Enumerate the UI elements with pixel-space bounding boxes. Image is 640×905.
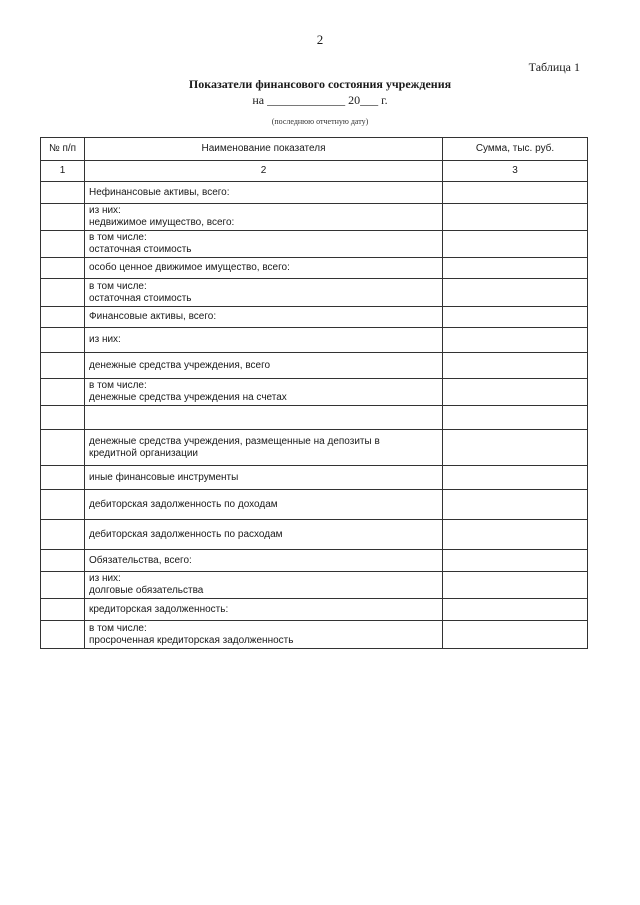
row-indicator-name-cell bbox=[85, 231, 443, 258]
row-indicator-name-cell bbox=[85, 490, 443, 520]
indicator-name-line: в том числе: bbox=[89, 280, 147, 292]
row-amount-cell bbox=[443, 258, 588, 279]
row-amount-cell bbox=[443, 430, 588, 466]
row-number-cell bbox=[41, 353, 85, 379]
indicator-name-line: денежные средства учреждения, размещенные на депозиты в bbox=[89, 435, 380, 447]
row-number-cell bbox=[41, 204, 85, 231]
row-number-cell bbox=[41, 466, 85, 490]
row-number-cell bbox=[41, 307, 85, 328]
row-indicator-name-cell bbox=[85, 520, 443, 550]
row-amount-cell bbox=[443, 279, 588, 307]
table-row bbox=[41, 279, 588, 307]
table-row bbox=[41, 182, 588, 204]
header-number: № п/п bbox=[41, 138, 85, 161]
indicator-name-line: кредитной организации bbox=[89, 447, 198, 459]
row-amount-cell bbox=[443, 550, 588, 572]
row-indicator-name-cell bbox=[85, 430, 443, 466]
row-amount-cell bbox=[443, 307, 588, 328]
row-number-cell bbox=[41, 599, 85, 621]
row-amount-cell bbox=[443, 520, 588, 550]
indicator-name-line: Обязательства, всего: bbox=[89, 554, 192, 566]
numbering-col-3: 3 bbox=[443, 161, 588, 182]
indicator-name-line: денежные средства учреждения, всего bbox=[89, 359, 271, 371]
table-row bbox=[41, 430, 588, 466]
indicator-name-line: из них: bbox=[89, 205, 121, 216]
report-date-note: (последнюю отчетную дату) bbox=[271, 117, 369, 126]
row-number-cell bbox=[41, 550, 85, 572]
table-row bbox=[41, 204, 588, 231]
table-row bbox=[41, 621, 588, 649]
row-number-cell bbox=[41, 621, 85, 649]
indicator-name-line: дебиторская задолженность по доходам bbox=[89, 498, 278, 510]
table-row bbox=[41, 406, 588, 430]
indicator-name-line: в том числе: bbox=[89, 380, 147, 391]
row-number-cell bbox=[41, 328, 85, 353]
row-amount-cell bbox=[443, 353, 588, 379]
row-indicator-name-cell bbox=[85, 258, 443, 279]
table-header-row bbox=[41, 138, 588, 161]
indicator-name-line: в том числе: bbox=[89, 622, 147, 634]
row-number-cell bbox=[41, 258, 85, 279]
indicator-name-line: кредиторская задолженность: bbox=[89, 603, 229, 615]
row-amount-cell bbox=[443, 490, 588, 520]
table-row bbox=[41, 328, 588, 353]
row-indicator-name-cell bbox=[85, 572, 443, 599]
row-indicator-name-cell bbox=[85, 279, 443, 307]
row-indicator-name-cell bbox=[85, 307, 443, 328]
row-number-cell bbox=[41, 379, 85, 406]
row-amount-cell bbox=[443, 379, 588, 406]
report-date-line: на _____________ 20___ г. bbox=[252, 93, 388, 107]
table-row bbox=[41, 550, 588, 572]
row-indicator-name-cell bbox=[85, 599, 443, 621]
table-row bbox=[41, 379, 588, 406]
table-caption: Таблица 1 bbox=[528, 60, 580, 74]
header-indicator-name: Наименование показателя bbox=[85, 138, 443, 161]
indicator-name-line: из них: bbox=[89, 573, 121, 584]
row-number-cell bbox=[41, 231, 85, 258]
row-amount-cell bbox=[443, 572, 588, 599]
row-number-cell bbox=[41, 182, 85, 204]
indicator-name-line: особо ценное движимое имущество, всего: bbox=[89, 262, 290, 273]
document-title: Показатели финансового состояния учреждения bbox=[188, 77, 452, 91]
row-indicator-name-cell bbox=[85, 379, 443, 406]
row-indicator-name-cell bbox=[85, 621, 443, 649]
row-indicator-name-cell bbox=[85, 204, 443, 231]
table-row bbox=[41, 258, 588, 279]
row-number-cell bbox=[41, 406, 85, 430]
row-amount-cell bbox=[443, 406, 588, 430]
table-row bbox=[41, 520, 588, 550]
numbering-col-2: 2 bbox=[85, 161, 443, 182]
indicator-name-line: просроченная кредиторская задолженность bbox=[89, 634, 294, 646]
indicator-name-line: из них: bbox=[89, 334, 121, 345]
header-amount: Сумма, тыс. руб. bbox=[443, 138, 588, 161]
row-amount-cell bbox=[443, 621, 588, 649]
row-indicator-name-cell bbox=[85, 466, 443, 490]
indicator-name-line: долговые обязательства bbox=[89, 585, 204, 596]
indicator-name-line: остаточная стоимость bbox=[89, 244, 192, 255]
financial-indicators-table bbox=[40, 137, 588, 649]
table-row bbox=[41, 466, 588, 490]
row-indicator-name-cell bbox=[85, 406, 443, 430]
indicator-name-line: дебиторская задолженность по расходам bbox=[89, 528, 283, 540]
table-row bbox=[41, 572, 588, 599]
row-amount-cell bbox=[443, 204, 588, 231]
indicator-name-line: иные финансовые инструменты bbox=[89, 471, 239, 483]
row-number-cell bbox=[41, 490, 85, 520]
row-amount-cell bbox=[443, 182, 588, 204]
row-amount-cell bbox=[443, 231, 588, 258]
table-body bbox=[41, 182, 588, 649]
row-amount-cell bbox=[443, 328, 588, 353]
indicator-name-line: в том числе: bbox=[89, 232, 147, 243]
row-indicator-name-cell bbox=[85, 328, 443, 353]
row-number-cell bbox=[41, 520, 85, 550]
row-indicator-name-cell bbox=[85, 182, 443, 204]
table-row bbox=[41, 307, 588, 328]
indicator-name-line: Нефинансовые активы, всего: bbox=[89, 186, 230, 198]
table-row bbox=[41, 353, 588, 379]
row-amount-cell bbox=[443, 599, 588, 621]
table-row bbox=[41, 599, 588, 621]
row-indicator-name-cell bbox=[85, 353, 443, 379]
row-number-cell bbox=[41, 430, 85, 466]
numbering-col-1: 1 bbox=[41, 161, 85, 182]
row-number-cell bbox=[41, 279, 85, 307]
indicator-name-line: недвижимое имущество, всего: bbox=[89, 217, 235, 228]
indicator-name-line: Финансовые активы, всего: bbox=[89, 311, 217, 322]
table-row bbox=[41, 490, 588, 520]
row-amount-cell bbox=[443, 466, 588, 490]
page-number: 2 bbox=[316, 32, 324, 47]
indicator-name-line: остаточная стоимость bbox=[89, 292, 192, 304]
row-number-cell bbox=[41, 572, 85, 599]
table-numbering-row bbox=[41, 161, 588, 182]
table-row bbox=[41, 231, 588, 258]
indicator-name-line: денежные средства учреждения на счетах bbox=[89, 392, 287, 403]
row-indicator-name-cell bbox=[85, 550, 443, 572]
